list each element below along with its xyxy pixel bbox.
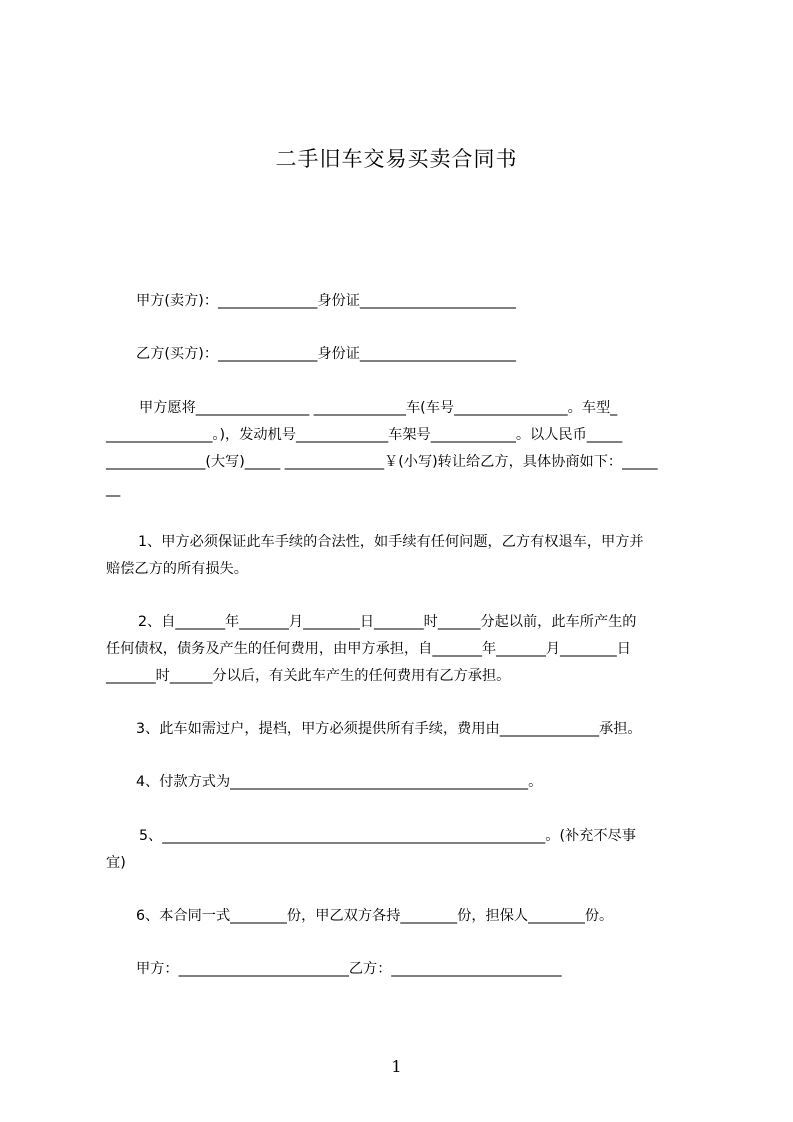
- page-number: 1: [391, 1057, 402, 1076]
- clause-2-line-1: 2、自_______年_______月________日_______时______分起以前，此车所产生的: [138, 614, 637, 630]
- clause-3-line: 3、此车如需过户，提档，甲方必须提供所有手续，费用由______________承担。: [136, 721, 642, 737]
- intro-line-2: _______________。)，发动机号_____________车架号____________。以人民币_____: [106, 427, 623, 443]
- clause-4-line: 4、付款方式为__________________________________________。: [136, 774, 543, 790]
- clause-2-line-2: 任何债权，债务及产生的任何费用，由甲方承担，自_______年_______月________日: [106, 641, 631, 657]
- party-a-line: 甲方(卖方)：______________身份证______________________: [136, 293, 516, 309]
- intro-line-3: ______________(大写)_____ ______________￥(小写)转让给乙方，具体协商如下：_____: [106, 454, 658, 470]
- clause-1-line-2: 赔偿乙方的所有损失。: [106, 561, 248, 577]
- clause-5-line-1: 5、______________________________________________________。(补充不尽事: [139, 828, 636, 844]
- signature-line: 甲方：________________________乙方：________________________: [136, 961, 562, 977]
- intro-line-1: 甲方愿将________________ _____________车(车号________________。车型_: [139, 400, 618, 416]
- document-title: 二手旧车交易买卖合同书: [275, 147, 518, 171]
- clause-6-line: 6、本合同一式________份，甲乙双方各持________份，担保人________份。: [136, 908, 614, 924]
- clause-2-line-3: _______时______分以后，有关此车产生的任何费用有乙方承担。: [106, 668, 511, 684]
- intro-line-4: __: [106, 481, 121, 497]
- clause-1-line-1: 1、甲方必须保证此车手续的合法性，如手续有任何问题，乙方有权退车，甲方并: [138, 534, 644, 550]
- clause-5-line-2: 宜): [106, 855, 126, 871]
- party-b-line: 乙方(买方)：______________身份证______________________: [136, 346, 516, 362]
